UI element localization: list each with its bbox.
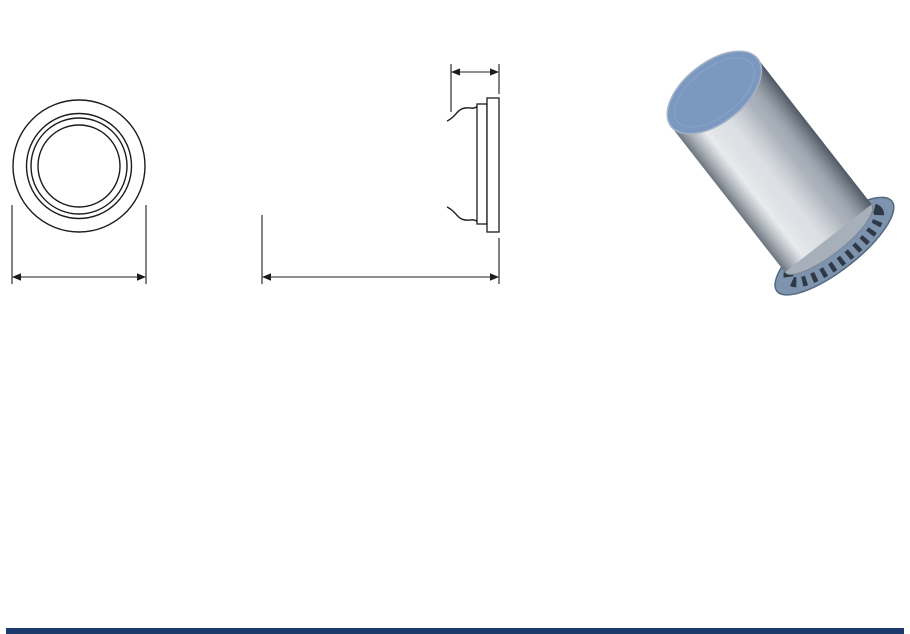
technical-drawings — [0, 40, 910, 315]
page-header — [8, 6, 24, 37]
side-view-drawing — [262, 64, 499, 284]
product-photo-render — [638, 40, 906, 310]
footer-bar — [6, 628, 904, 634]
front-view-drawing — [12, 100, 146, 284]
